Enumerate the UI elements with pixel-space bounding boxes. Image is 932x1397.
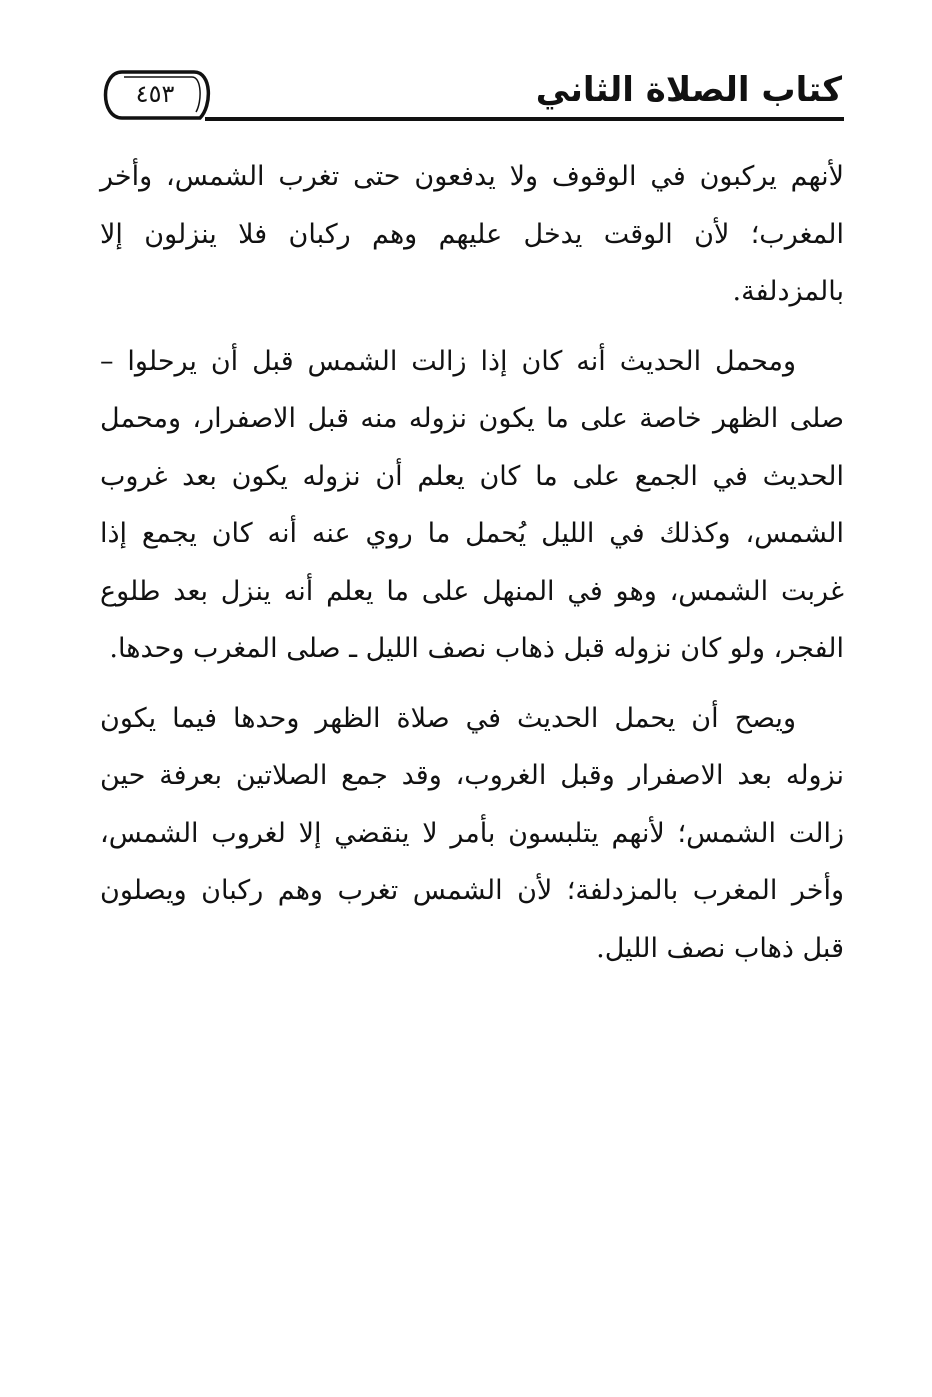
page-number: ٤٥٣ xyxy=(135,80,175,108)
paragraph-3: ويصح أن يحمل الحديث في صلاة الظهر وحدها فيما يكون نزوله بعد الاصفرار وقبل الغروب، وقد جمع الصلاتين بعرفة حين زالت الشمس؛ لأنهم يتلبسون بأمر لا ينقضي إلا لغروب الشمس، وأخر المغرب بالمزدلفة؛ لأن الشمس تغرب وهم ركبان ويصلون قبل ذهاب نصف الليل. xyxy=(100,702,844,964)
page-number-badge xyxy=(96,66,214,122)
paragraph-1: لأنهم يركبون في الوقوف ولا يدفعون حتى تغرب الشمس، وأخر المغرب؛ لأن الوقت يدخل عليهم وهم ركبان فلا ينزلون إلا بالمزدلفة. xyxy=(100,161,844,307)
paragraph-2: ومحمل الحديث أنه كان إذا زالت الشمس قبل أن يرحلوا –صلى الظهر خاصة على ما يكون نزوله منه قبل الاصفرار، ومحمل الحديث في الجمع على ما كان يعلم أن نزوله يكون بعد غروب الشمس، وكذلك في الليل يُحمل ما روي عنه أنه كان يجمع إذا غربت الشمس، وهو في المنهل على ما يعلم أنه ينزل بعد طلوع الفجر، ولو كان نزوله قبل ذهاب نصف الليل ـ صلى المغرب وحدها. xyxy=(100,345,844,664)
body-text xyxy=(100,148,844,977)
header-rule xyxy=(205,117,844,121)
running-header-title: كتاب الصلاة الثاني xyxy=(535,70,842,110)
